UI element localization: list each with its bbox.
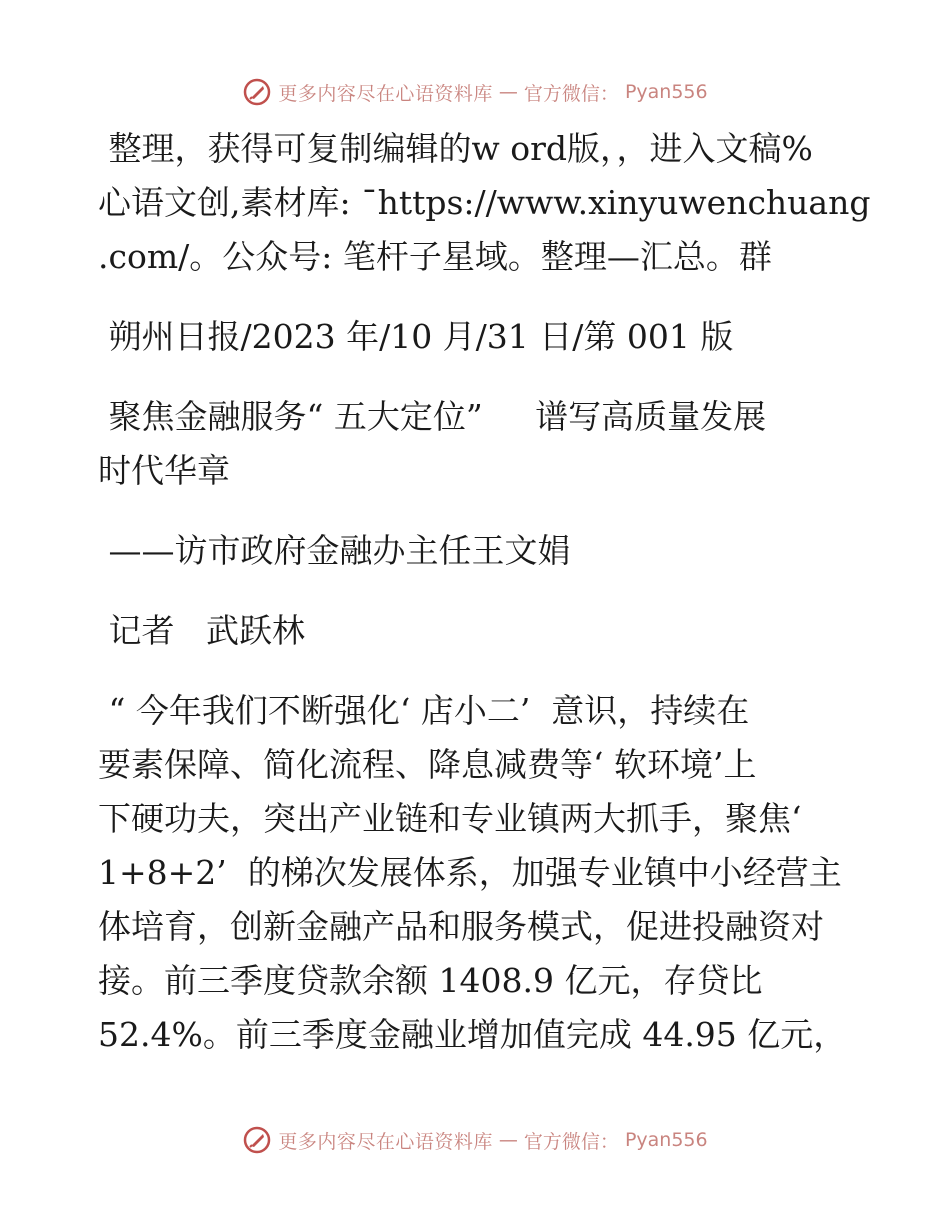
body-line: 52.4%。前三季度金融业增加值完成 44.95 亿元， (98, 1015, 847, 1054)
watermark-dash: — (498, 81, 518, 103)
body-line: 下硬功夫，突出产业链和专业镇两大抓手，聚焦‘ (98, 799, 802, 838)
body-line: 体培育，创新金融产品和服务模式，促进投融资对 (98, 907, 824, 946)
watermark-dash: — (498, 1129, 518, 1151)
article-title-line: 聚焦金融服务“ 五大定位” 谱写高质量发展 (98, 397, 767, 436)
body-line: 要素保障、简化流程、降息减费等‘ 软环境’上 (98, 745, 757, 784)
reporter-byline: 记者 武跃林 (98, 611, 305, 650)
watermark-site-text: 更多内容尽在心语资料库 (278, 1130, 493, 1153)
dateline: 朔州日报/2023 年/10 月/31 日/第 001 版 (98, 317, 734, 356)
watermark-wechat-label: 官方微信： (523, 1130, 619, 1153)
article-subtitle: ——访市政府金融办主任王文娟 (98, 531, 571, 570)
quill-logo-icon (242, 77, 272, 107)
header-watermark (0, 72, 950, 112)
footer-watermark (0, 1120, 950, 1160)
watermark-wechat-label: 官方微信： (523, 82, 619, 105)
intro-line: .com/。公众号: 笔杆子星域。整理—汇总。群 (98, 237, 772, 276)
article-title-line: 时代华章 (98, 451, 230, 490)
watermark-site-text: 更多内容尽在心语资料库 (278, 82, 493, 105)
intro-line: 整理，获得可复制编辑的w ord版，，进入文稿% (98, 129, 813, 168)
quill-logo-icon (242, 1125, 272, 1155)
document-body (98, 122, 871, 1062)
body-line: 1+8+2’ 的梯次发展体系，加强专业镇中小经营主 (98, 853, 842, 892)
watermark-wechat-id: Pyan556 (624, 1129, 708, 1151)
body-line: 接。前三季度贷款余额 1408.9 亿元，存贷比 (98, 961, 763, 1000)
watermark-wechat-id: Pyan556 (624, 81, 708, 103)
intro-line: 心语文创,素材库: ¯https://www.xinyuwenchuang (98, 183, 871, 222)
body-line: “ 今年我们不断强化‘ 店小二’ 意识，持续在 (98, 691, 750, 730)
